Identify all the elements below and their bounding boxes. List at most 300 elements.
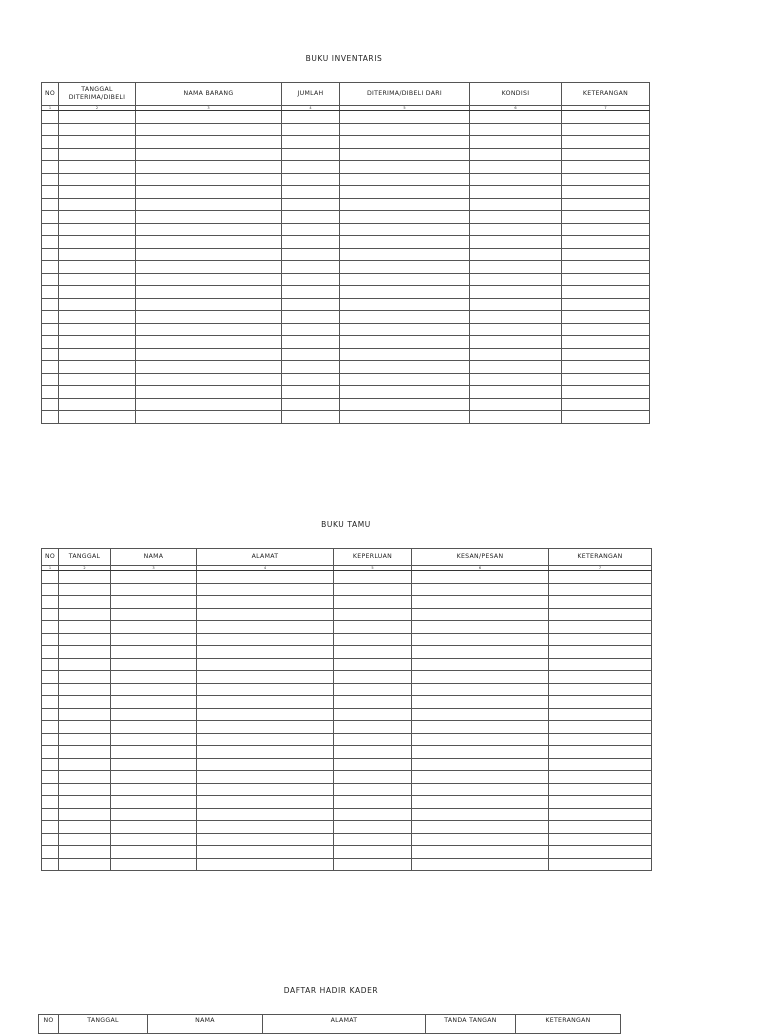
table-cell	[59, 186, 136, 199]
table-cell	[282, 236, 340, 249]
table-cell	[59, 111, 136, 124]
table-row	[42, 608, 652, 621]
table-cell	[111, 858, 197, 871]
table-cell	[59, 236, 136, 249]
table-cell	[334, 658, 412, 671]
table-cell	[412, 683, 549, 696]
table-cell	[412, 696, 549, 709]
table-cell	[42, 211, 59, 224]
table-cell	[562, 136, 650, 149]
table-cell	[59, 248, 136, 261]
table-cell	[42, 646, 59, 659]
table-cell	[136, 211, 282, 224]
table-cell	[549, 646, 652, 659]
table-cell	[340, 173, 470, 186]
table-cell	[340, 248, 470, 261]
table-cell	[42, 286, 59, 299]
table-row	[42, 671, 652, 684]
table-cell	[412, 671, 549, 684]
table-cell	[340, 336, 470, 349]
table-cell	[42, 361, 59, 374]
table-cell	[412, 608, 549, 621]
table-cell	[111, 796, 197, 809]
table-cell	[334, 733, 412, 746]
table-cell	[282, 348, 340, 361]
table-cell	[136, 161, 282, 174]
column-number: 1	[42, 106, 59, 111]
table-cell	[470, 311, 562, 324]
table-cell	[59, 148, 136, 161]
table-cell	[549, 571, 652, 584]
table-cell	[59, 161, 136, 174]
table-cell	[59, 398, 136, 411]
table-cell	[42, 696, 59, 709]
table-cell	[111, 758, 197, 771]
table-cell	[136, 148, 282, 161]
table-cell	[42, 136, 59, 149]
table-row	[42, 373, 650, 386]
table-cell	[334, 571, 412, 584]
table-row	[42, 621, 652, 634]
table-row	[42, 583, 652, 596]
table-cell	[197, 633, 334, 646]
inventaris-title: BUKU INVENTARIS	[305, 54, 383, 63]
table-cell	[340, 323, 470, 336]
table-row	[42, 658, 652, 671]
table-cell	[197, 621, 334, 634]
table-cell	[136, 398, 282, 411]
table-cell	[59, 223, 136, 236]
table-row	[42, 398, 650, 411]
table-row	[42, 696, 652, 709]
table-cell	[282, 311, 340, 324]
table-cell	[42, 198, 59, 211]
table-cell	[340, 261, 470, 274]
table-cell	[111, 833, 197, 846]
table-cell	[59, 833, 111, 846]
hadir-header-row	[39, 1015, 621, 1034]
table-cell	[549, 746, 652, 759]
table-row	[42, 186, 650, 199]
table-cell	[136, 336, 282, 349]
table-cell	[282, 411, 340, 424]
table-cell	[111, 658, 197, 671]
column-header-nama-barang: NAMA BARANG	[136, 83, 282, 106]
table-cell	[59, 373, 136, 386]
table-cell	[42, 858, 59, 871]
tamu-table	[41, 548, 652, 871]
table-cell	[197, 721, 334, 734]
table-cell	[111, 846, 197, 859]
table-row	[42, 323, 650, 336]
table-cell	[340, 111, 470, 124]
table-cell	[282, 211, 340, 224]
table-cell	[470, 411, 562, 424]
table-cell	[111, 696, 197, 709]
column-number: 5	[334, 566, 412, 571]
table-cell	[412, 746, 549, 759]
column-number: 7	[562, 106, 650, 111]
table-cell	[136, 236, 282, 249]
table-cell	[334, 758, 412, 771]
table-cell	[136, 173, 282, 186]
table-cell	[136, 386, 282, 399]
table-cell	[282, 186, 340, 199]
table-cell	[412, 596, 549, 609]
table-cell	[282, 398, 340, 411]
table-cell	[111, 571, 197, 584]
inventaris-body	[42, 111, 650, 424]
table-cell	[136, 186, 282, 199]
table-cell	[412, 858, 549, 871]
table-cell	[59, 746, 111, 759]
table-row	[42, 361, 650, 374]
table-cell	[334, 858, 412, 871]
table-cell	[470, 161, 562, 174]
table-cell	[562, 261, 650, 274]
column-number: 4	[282, 106, 340, 111]
table-cell	[59, 386, 136, 399]
table-cell	[334, 746, 412, 759]
table-cell	[59, 633, 111, 646]
table-cell	[197, 683, 334, 696]
table-cell	[549, 633, 652, 646]
tamu-header-row	[42, 549, 652, 566]
table-cell	[412, 783, 549, 796]
table-cell	[562, 161, 650, 174]
table-row	[42, 796, 652, 809]
column-header-jumlah: JUMLAH	[282, 83, 340, 106]
table-cell	[42, 621, 59, 634]
table-cell	[412, 571, 549, 584]
table-cell	[340, 273, 470, 286]
table-cell	[59, 298, 136, 311]
table-cell	[412, 721, 549, 734]
table-cell	[470, 398, 562, 411]
table-cell	[136, 261, 282, 274]
table-cell	[549, 671, 652, 684]
table-cell	[470, 298, 562, 311]
table-cell	[136, 361, 282, 374]
column-header-kesan-pesan: KESAN/PESAN	[412, 549, 549, 566]
table-cell	[334, 721, 412, 734]
table-cell	[111, 733, 197, 746]
table-cell	[42, 273, 59, 286]
table-cell	[340, 348, 470, 361]
table-row	[42, 173, 650, 186]
column-number: 2	[59, 566, 111, 571]
table-cell	[470, 123, 562, 136]
table-cell	[412, 621, 549, 634]
table-cell	[59, 721, 111, 734]
table-cell	[549, 621, 652, 634]
table-cell	[334, 808, 412, 821]
table-cell	[42, 261, 59, 274]
table-cell	[334, 683, 412, 696]
column-header-tanggal: TANGGAL	[59, 1015, 148, 1034]
hadir-table	[38, 1014, 621, 1034]
table-cell	[59, 596, 111, 609]
table-cell	[562, 286, 650, 299]
table-cell	[470, 211, 562, 224]
table-cell	[42, 771, 59, 784]
table-cell	[111, 783, 197, 796]
table-cell	[562, 273, 650, 286]
table-row	[42, 236, 650, 249]
table-cell	[334, 796, 412, 809]
table-row	[42, 721, 652, 734]
column-number: 6	[412, 566, 549, 571]
table-cell	[111, 596, 197, 609]
table-cell	[136, 123, 282, 136]
table-cell	[42, 596, 59, 609]
table-cell	[562, 361, 650, 374]
table-row	[42, 161, 650, 174]
table-cell	[42, 223, 59, 236]
table-cell	[42, 721, 59, 734]
table-cell	[59, 683, 111, 696]
table-row	[42, 261, 650, 274]
table-cell	[59, 783, 111, 796]
table-cell	[111, 808, 197, 821]
table-cell	[111, 683, 197, 696]
table-cell	[340, 298, 470, 311]
table-cell	[197, 771, 334, 784]
table-row	[42, 771, 652, 784]
table-cell	[282, 286, 340, 299]
table-cell	[111, 608, 197, 621]
table-cell	[136, 323, 282, 336]
table-cell	[549, 721, 652, 734]
table-row	[42, 136, 650, 149]
table-cell	[197, 821, 334, 834]
table-cell	[59, 758, 111, 771]
table-cell	[59, 123, 136, 136]
table-cell	[59, 311, 136, 324]
table-cell	[197, 808, 334, 821]
table-cell	[470, 148, 562, 161]
table-cell	[42, 608, 59, 621]
table-cell	[412, 733, 549, 746]
table-cell	[59, 571, 111, 584]
table-cell	[470, 173, 562, 186]
table-cell	[42, 236, 59, 249]
table-cell	[549, 583, 652, 596]
table-cell	[59, 671, 111, 684]
table-cell	[334, 608, 412, 621]
table-cell	[59, 136, 136, 149]
table-cell	[42, 161, 59, 174]
table-cell	[412, 583, 549, 596]
table-cell	[562, 411, 650, 424]
table-row	[42, 846, 652, 859]
table-row	[42, 633, 652, 646]
column-header-no: NO	[42, 83, 59, 106]
table-cell	[334, 846, 412, 859]
table-cell	[562, 148, 650, 161]
table-row	[42, 646, 652, 659]
table-cell	[334, 633, 412, 646]
table-row	[42, 123, 650, 136]
table-cell	[59, 658, 111, 671]
table-cell	[282, 148, 340, 161]
table-cell	[197, 571, 334, 584]
table-cell	[549, 808, 652, 821]
table-cell	[42, 821, 59, 834]
table-cell	[549, 771, 652, 784]
table-cell	[282, 323, 340, 336]
table-cell	[42, 683, 59, 696]
table-cell	[136, 411, 282, 424]
table-cell	[549, 608, 652, 621]
table-cell	[197, 833, 334, 846]
table-row	[42, 311, 650, 324]
table-row	[42, 411, 650, 424]
table-cell	[111, 633, 197, 646]
table-cell	[562, 311, 650, 324]
table-row	[42, 833, 652, 846]
table-row	[42, 708, 652, 721]
column-number: 2	[59, 106, 136, 111]
table-cell	[136, 198, 282, 211]
table-cell	[334, 783, 412, 796]
table-cell	[197, 858, 334, 871]
table-cell	[59, 646, 111, 659]
table-cell	[562, 248, 650, 261]
table-cell	[334, 621, 412, 634]
table-row	[42, 386, 650, 399]
table-cell	[412, 771, 549, 784]
table-cell	[42, 186, 59, 199]
table-row	[42, 273, 650, 286]
table-cell	[42, 833, 59, 846]
table-cell	[136, 223, 282, 236]
table-cell	[197, 658, 334, 671]
table-cell	[59, 708, 111, 721]
table-cell	[42, 671, 59, 684]
table-cell	[562, 186, 650, 199]
table-cell	[59, 771, 111, 784]
table-cell	[549, 858, 652, 871]
table-row	[42, 571, 652, 584]
table-cell	[562, 386, 650, 399]
table-cell	[197, 696, 334, 709]
table-cell	[549, 658, 652, 671]
table-cell	[340, 161, 470, 174]
table-cell	[282, 248, 340, 261]
table-cell	[42, 746, 59, 759]
column-header-tanggal: TANGGAL	[59, 549, 111, 566]
table-cell	[549, 696, 652, 709]
table-cell	[42, 733, 59, 746]
table-cell	[282, 373, 340, 386]
table-cell	[59, 211, 136, 224]
table-cell	[470, 286, 562, 299]
table-cell	[549, 733, 652, 746]
table-cell	[412, 633, 549, 646]
table-cell	[197, 646, 334, 659]
table-row	[42, 596, 652, 609]
table-cell	[470, 261, 562, 274]
inventaris-table	[41, 82, 650, 424]
table-row	[42, 733, 652, 746]
table-cell	[340, 186, 470, 199]
table-cell	[340, 411, 470, 424]
table-cell	[42, 111, 59, 124]
tamu-body	[42, 571, 652, 871]
table-cell	[334, 646, 412, 659]
table-cell	[111, 746, 197, 759]
table-cell	[470, 386, 562, 399]
table-cell	[334, 821, 412, 834]
table-cell	[42, 658, 59, 671]
column-number: 3	[111, 566, 197, 571]
table-cell	[42, 583, 59, 596]
table-cell	[42, 808, 59, 821]
table-cell	[282, 123, 340, 136]
table-cell	[470, 323, 562, 336]
table-cell	[42, 323, 59, 336]
column-header-alamat: ALAMAT	[263, 1015, 426, 1034]
table-cell	[42, 373, 59, 386]
table-cell	[340, 398, 470, 411]
table-cell	[59, 796, 111, 809]
table-cell	[197, 671, 334, 684]
table-cell	[340, 361, 470, 374]
table-cell	[282, 273, 340, 286]
table-cell	[59, 411, 136, 424]
table-cell	[111, 621, 197, 634]
table-cell	[340, 311, 470, 324]
hadir-title: DAFTAR HADIR KADER	[283, 986, 379, 995]
table-cell	[334, 583, 412, 596]
table-cell	[562, 298, 650, 311]
table-cell	[59, 696, 111, 709]
column-number: 4	[197, 566, 334, 571]
table-cell	[59, 621, 111, 634]
table-cell	[59, 608, 111, 621]
table-cell	[334, 671, 412, 684]
table-cell	[412, 708, 549, 721]
table-cell	[282, 198, 340, 211]
table-row	[42, 198, 650, 211]
column-header-no: NO	[42, 549, 59, 566]
table-cell	[470, 111, 562, 124]
table-cell	[562, 236, 650, 249]
table-cell	[562, 211, 650, 224]
table-cell	[282, 161, 340, 174]
table-cell	[334, 708, 412, 721]
table-cell	[412, 646, 549, 659]
table-cell	[470, 186, 562, 199]
table-cell	[340, 236, 470, 249]
table-cell	[42, 571, 59, 584]
table-cell	[282, 111, 340, 124]
table-cell	[136, 273, 282, 286]
table-cell	[470, 361, 562, 374]
table-cell	[282, 173, 340, 186]
table-cell	[549, 821, 652, 834]
table-cell	[412, 808, 549, 821]
column-header-keterangan: KETERANGAN	[549, 549, 652, 566]
table-cell	[334, 596, 412, 609]
table-cell	[334, 833, 412, 846]
table-cell	[42, 123, 59, 136]
table-cell	[59, 361, 136, 374]
table-cell	[470, 373, 562, 386]
table-row	[42, 348, 650, 361]
table-cell	[562, 111, 650, 124]
